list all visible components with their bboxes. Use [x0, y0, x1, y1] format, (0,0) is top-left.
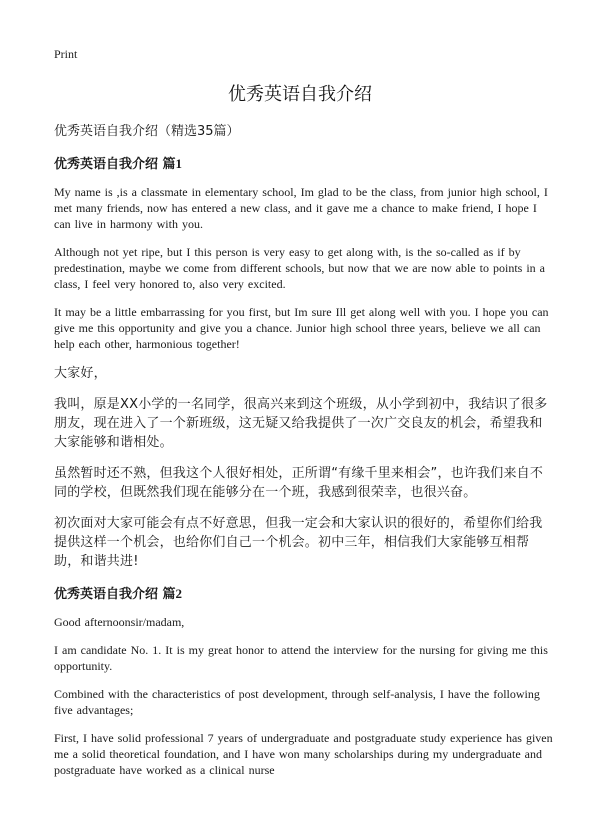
paragraph: 初次面对大家可能会有点不好意思，但我一定会和大家认识的很好的，希望你们给我提供这样一个机会，也给你们自己一个机会。初中三年，相信我们大家能够互相帮助，和谐共进! — [54, 516, 543, 569]
paragraph: Combined with the characteristics of post development, through self-analysis, I have the following five advantages; — [54, 687, 540, 717]
paragraph: My name is ,is a classmate in elementary school, Im glad to be the class, from junior high school, I met many friends, now has entered a new class, and it gave me a chance to make friend, I hope I can live in harmony with you. — [54, 185, 548, 231]
paragraph: I am candidate No. 1. It is my great honor to attend the interview for the nursing for giving me this opportunity. — [54, 643, 548, 673]
paragraph: 大家好， — [54, 366, 107, 381]
section-heading-text: 优秀英语自我介绍 篇 — [54, 587, 176, 602]
paragraph: Although not yet ripe, but I this person is very easy to get along with, is the so-called as if by predestination, maybe we come from different schools, but now that we are now able to points in a class, I feel very honored to, also very excited. — [54, 245, 545, 291]
section-heading-1 — [54, 153, 554, 172]
paragraph: Good afternoonsir/madam, — [54, 615, 185, 629]
paragraph: First, I have solid professional 7 years of undergraduate and postgraduate study experience has given me a solid theoretical foundation, and I have won many scholarships during my undergraduate and postgraduate have worked as a clinical nurse — [54, 731, 553, 777]
paragraph: 我叫，原是XX小学的一名同学，很高兴来到这个班级，从小学到初中，我结识了很多朋友，现在进入了一个新班级，这无疑又给我提供了一次广交良友的机会，希望我和大家能够和谐相处。 — [54, 397, 548, 450]
document-body — [54, 120, 554, 790]
paragraph: 虽然暂时还不熟，但我这个人很好相处，正所谓“有缘千里来相会”，也许我们来自不同的学校，但既然我们现在能够分在一个班，我感到很荣幸，也很兴奋。 — [54, 466, 544, 500]
page-title: 优秀英语自我介绍 — [228, 84, 372, 105]
paragraph: It may be a little embarrassing for you first, but Im sure Ill get along well with you. I hope you can give me this opportunity and give you a chance. Junior high school three years, believe we all can help each other, harmonious together! — [54, 305, 549, 351]
section-heading-number: 2 — [175, 586, 183, 601]
section-heading-number: 1 — [175, 156, 183, 171]
section-heading-2 — [54, 583, 554, 602]
print-link[interactable]: Print — [54, 47, 78, 61]
document-subtitle: 优秀英语自我介绍（精选35篇） — [54, 124, 240, 139]
section-heading-text: 优秀英语自我介绍 篇 — [54, 157, 176, 172]
